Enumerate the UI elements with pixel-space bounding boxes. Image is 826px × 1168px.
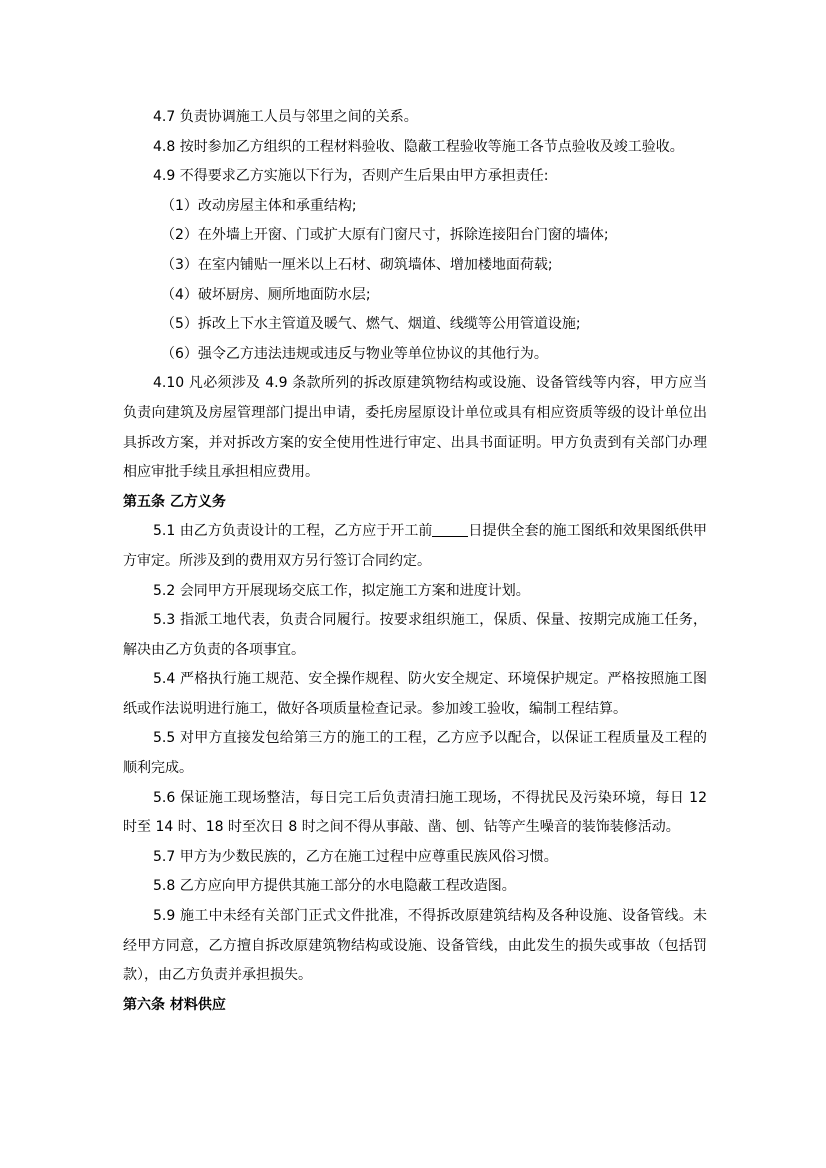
clause-4-9: 4.9 不得要求乙方实施以下行为，否则产生后果由甲方承担责任: xyxy=(153,168,549,185)
clause-4-9-item-2: （2）在外墙上开窗、门或扩大原有门窗尺寸，拆除连接阳台门窗的墙体; xyxy=(161,227,609,244)
clause-4-9-item-3: （3）在室内铺贴一厘米以上石材、砌筑墙体、增加楼地面荷载; xyxy=(161,256,553,273)
article-6-heading: 第六条 材料供应 xyxy=(123,996,226,1013)
clause-5-1-part-a: 5.1 由乙方负责设计的工程，乙方应于开工前 xyxy=(153,523,433,540)
clause-5-5: 5.5 对甲方直接发包给第三方的施工的工程，乙方应予以配合，以保证工程质量及工程的顺利完成。 xyxy=(123,730,707,777)
clause-4-9-item-5: （5）拆改上下水主管道及暖气、燃气、烟道、线缆等公用管道设施; xyxy=(161,316,581,333)
clause-4-10: 4.10 凡必须涉及 4.9 条款所列的拆改原建筑物结构或设施、设备管线等内容，甲方应当负责向建筑及房屋管理部门提出申请，委托房屋原设计单位或具有相应资质等级的设计单位出具拆改方案，并对拆改方案的安全使用性进行审定、出具书面证明。甲方负责到有关部门办理相应审批手续且承担相应费用。 xyxy=(123,375,707,481)
clause-5-7: 5.7 甲方为少数民族的，乙方在施工过程中应尊重民族风俗习惯。 xyxy=(153,848,558,865)
clause-5-1-part-b: 日提供全套的施工图纸和效果图纸供甲方审定。所涉及到的费用双方另行签订合同约定。 xyxy=(123,523,707,569)
clause-5-4: 5.4 严格执行施工规范、安全操作规程、防火安全规定、环境保护规定。严格按照施工图纸或作法说明进行施工，做好各项质量检查记录。参加竣工验收，编制工程结算。 xyxy=(123,671,707,717)
fill-in-blank[interactable] xyxy=(432,522,468,537)
clause-4-9-item-4: （4）破坏厨房、厕所地面防水层; xyxy=(161,286,371,303)
clause-4-9-item-1: （1）改动房屋主体和承重结构; xyxy=(161,197,357,214)
clause-5-3: 5.3 指派工地代表，负责合同履行。按要求组织施工，保质、保量、按期完成施工任务，解决由乙方负责的各项事宜。 xyxy=(123,612,707,658)
clause-5-8: 5.8 乙方应向甲方提供其施工部分的水电隐蔽工程改造图。 xyxy=(153,878,516,895)
clause-5-6: 5.6 保证施工现场整洁，每日完工后负责清扫施工现场，不得扰民及污染环境，每日 12 时至 14 时、18 时至次日 8 时之间不得从事敲、凿、刨、钻等产生噪音的装饰装修活动。 xyxy=(123,789,707,836)
clause-4-8: 4.8 按时参加乙方组织的工程材料验收、隐蔽工程验收等施工各节点验收及竣工验收。 xyxy=(153,138,684,155)
clause-5-2: 5.2 会同甲方开展现场交底工作，拟定施工方案和进度计划。 xyxy=(153,582,530,599)
clause-5-9: 5.9 施工中未经有关部门正式文件批准，不得拆改原建筑结构及各种设施、设备管线。未经甲方同意，乙方擅自拆改原建筑物结构或设施、设备管线，由此发生的损失或事故（包括罚款），由乙方负责并承担损失。 xyxy=(123,908,707,984)
clause-5-1 xyxy=(123,517,707,576)
document-body xyxy=(123,103,707,1020)
clause-4-7: 4.7 负责协调施工人员与邻里之间的关系。 xyxy=(153,109,418,125)
clause-4-9-item-6: （6）强令乙方违法违规或违反与物业等单位协议的其他行为。 xyxy=(161,345,548,362)
article-5-heading: 第五条 乙方义务 xyxy=(123,493,226,510)
